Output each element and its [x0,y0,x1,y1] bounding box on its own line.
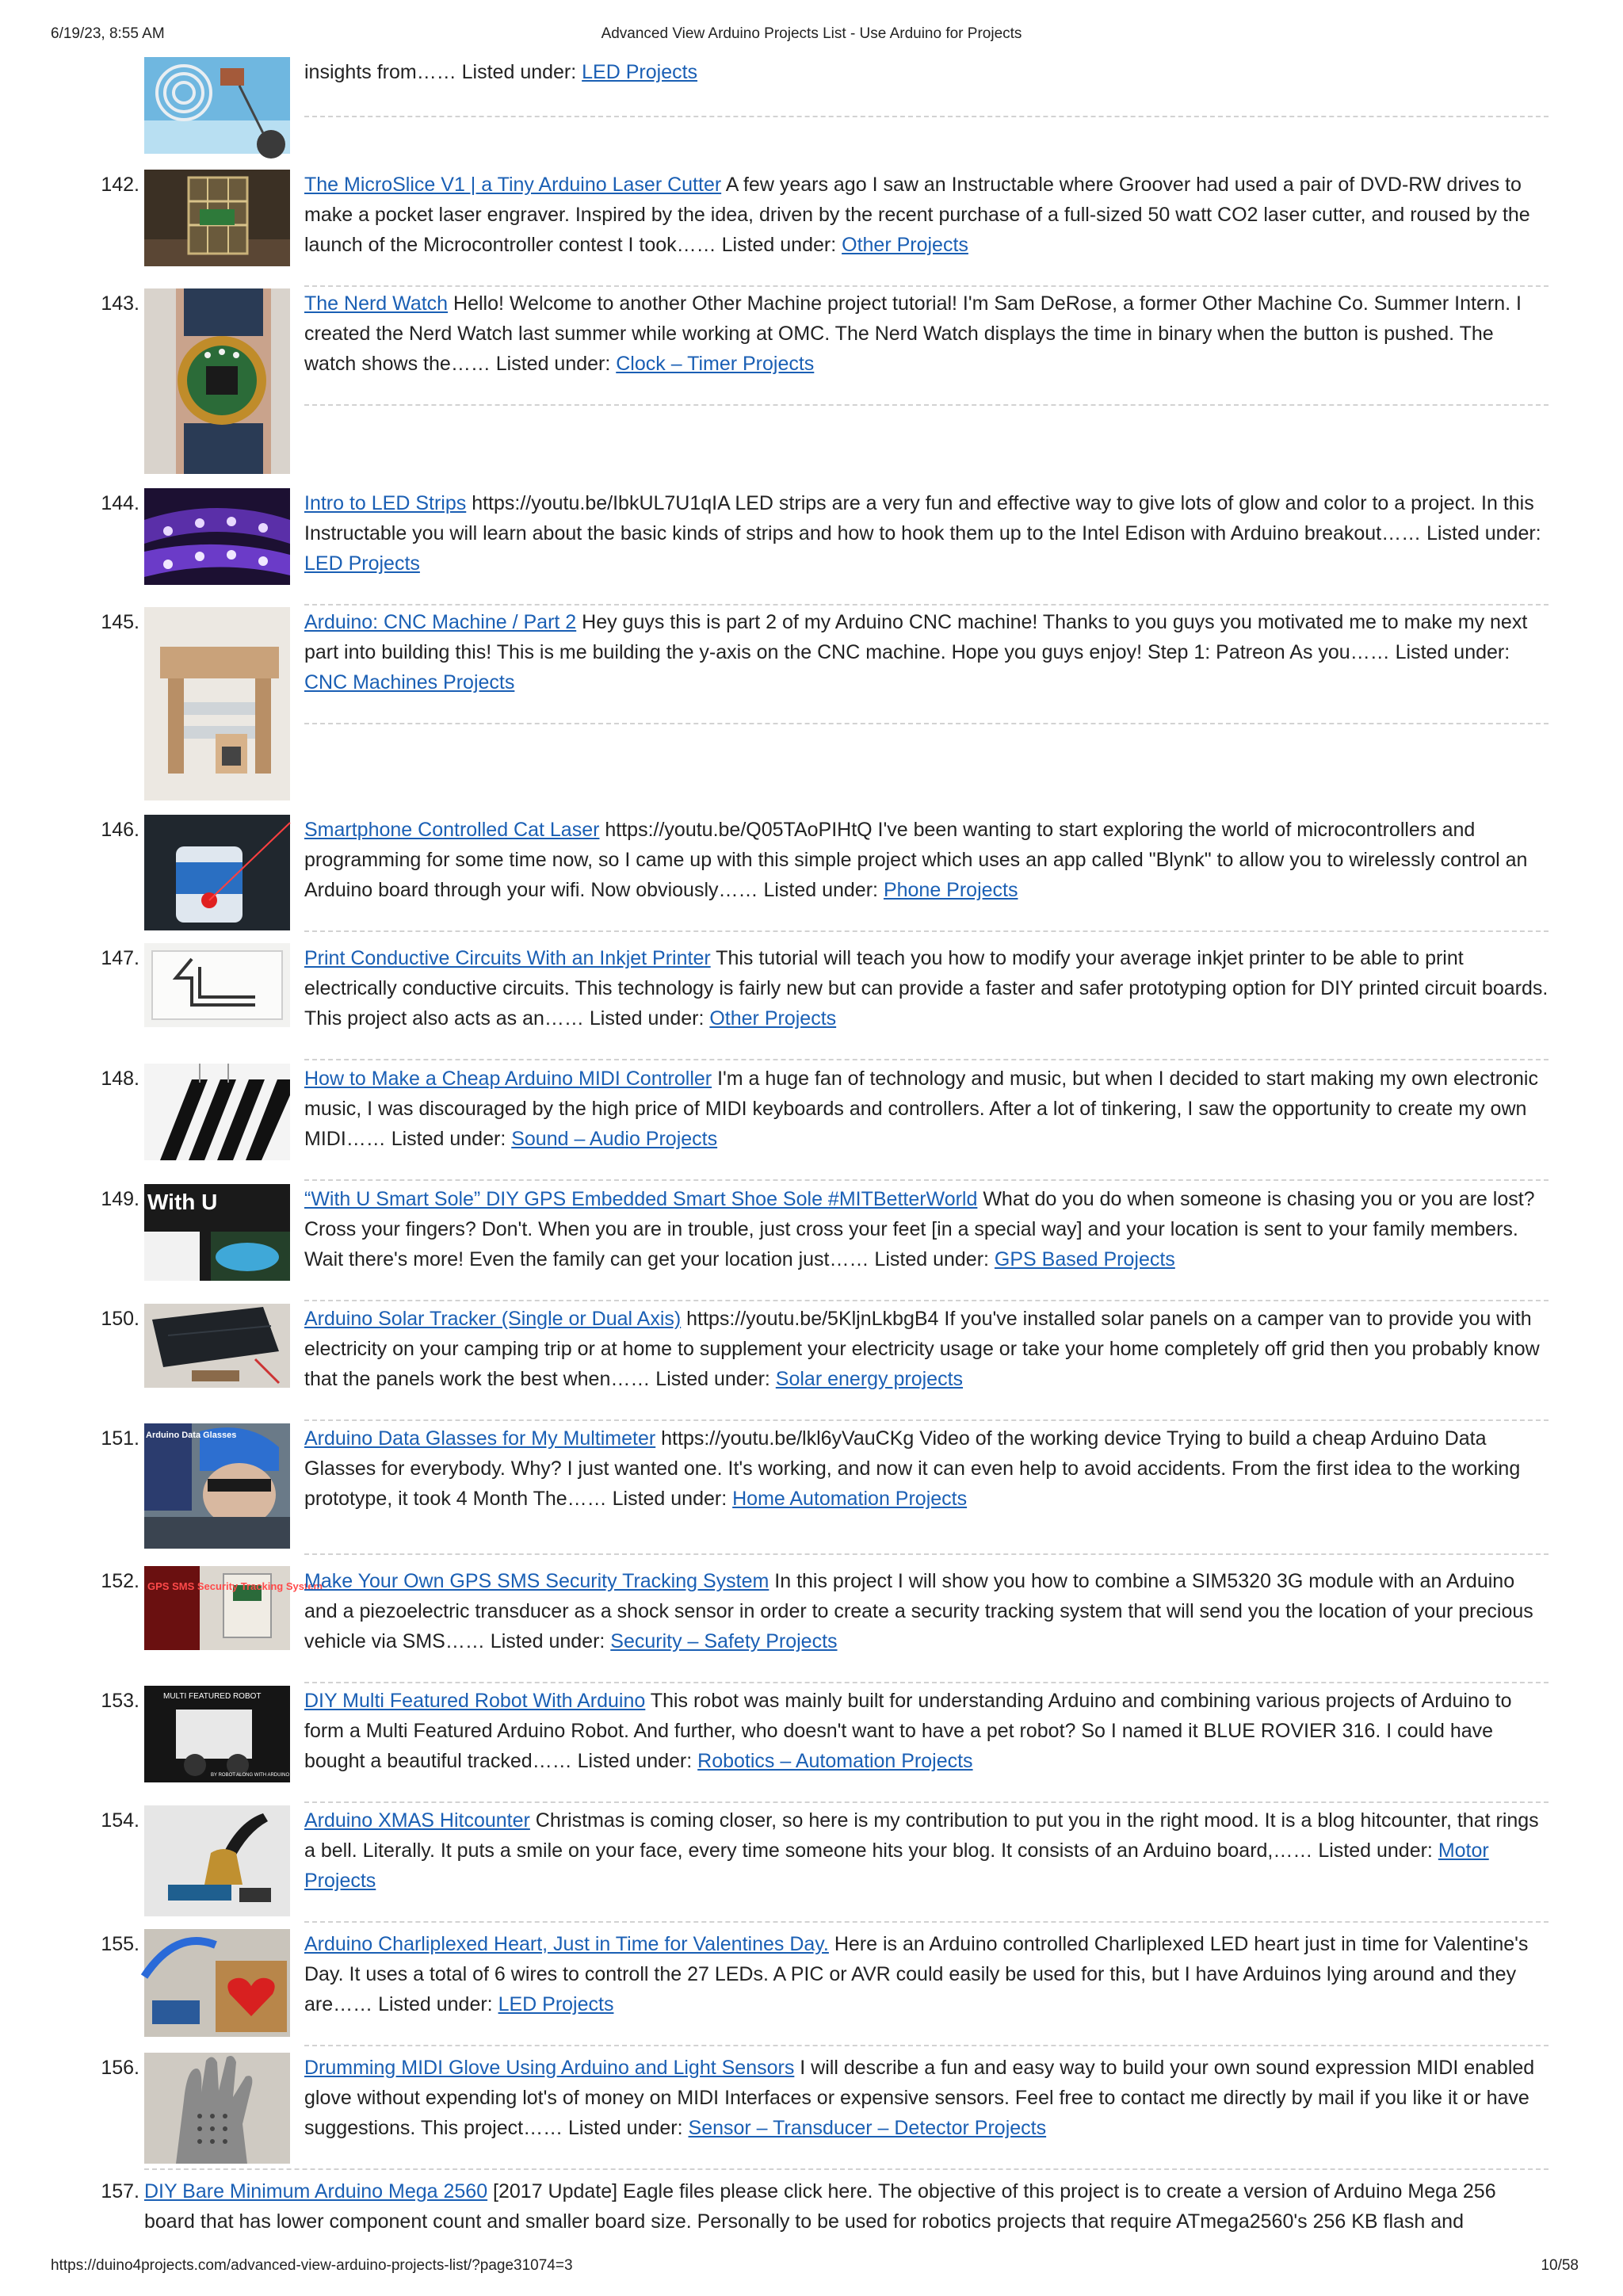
print-url: https://duino4projects.com/advanced-view-arduino-projects-list/?page31074=3 [51,2257,573,2274]
project-text [304,288,1550,379]
divider [304,285,1549,287]
project-description: insights from…… Listed under: [304,61,582,83]
project-description: What do you do when someone is chasing you or you are lost? Cross your fingers? Don't. When you are in trouble, just cross your feet [in a special way] and your location is sent to your family members. Wait there's more! Even the family can get your location just…… Listed under: [304,1188,1535,1270]
project-thumbnail[interactable] [144,1304,290,1388]
project-thumbnail[interactable] [144,170,290,266]
project-title-link[interactable]: Drumming MIDI Glove Using Arduino and Light Sensors [304,2057,795,2079]
project-title-link[interactable]: How to Make a Cheap Arduino MIDI Controller [304,1068,712,1090]
project-thumbnail[interactable] [144,1686,324,1782]
project-thumbnail[interactable] [144,943,290,1027]
project-text [304,57,1550,87]
project-text [304,488,1550,579]
project-text [304,607,1550,697]
project-title-link[interactable]: Intro to LED Strips [304,492,467,514]
project-description: https://youtu.be/5KljnLkbgB4 If you've installed solar panels on a camper van to provide you with electricity on your camping trip or at home to supplement your electricity usage or take your home completely off grid then you probably know that the panels work the best when…… Listed under: [304,1308,1540,1390]
project-thumbnail[interactable] [144,1064,290,1160]
item-number: 148. [101,1068,139,1090]
item-number: 145. [101,611,139,633]
divider [304,1419,1549,1421]
project-text [304,815,1550,905]
project-description: I'm a huge fan of technology and music, but when I decided to start making my own electronic music, I was discouraged by the high price of MIDI keyboards and controllers. After a lot of tinkering, I saw the opportunity to create my own MIDI…… Listed under: [304,1068,1538,1150]
project-text [304,1184,1550,1274]
project-thumbnail[interactable] [144,488,290,585]
category-link[interactable]: Other Projects [842,234,968,256]
item-number: 143. [101,292,139,315]
category-link[interactable]: LED Projects [582,61,698,83]
item-number: 142. [101,174,139,196]
category-link[interactable]: GPS Based Projects [994,1248,1175,1270]
category-link[interactable]: Other Projects [709,1007,837,1030]
project-text [304,1805,1550,1896]
divider [144,2168,1549,2170]
divider [304,604,1549,606]
project-description: Christmas is coming closer, so here is my contribution to put you in the right mood. It is a blog hitcounter, that rings a bell. Literally. It puts a smile on your face, every time someone hits your blog. It consists of an Arduino board,…… Listed under: [304,1809,1539,1862]
project-thumbnail[interactable] [144,1184,290,1281]
item-number: 156. [101,2057,139,2079]
item-number: 153. [101,1690,139,1712]
divider [304,404,1549,406]
project-thumbnail[interactable] [144,1929,290,2037]
project-title-link[interactable]: The MicroSlice V1 | a Tiny Arduino Laser Cutter [304,174,722,196]
project-thumbnail[interactable] [144,1805,290,1916]
project-title-link[interactable]: “With U Smart Sole” DIY GPS Embedded Smart Shoe Sole #MITBetterWorld [304,1188,978,1210]
divider [304,723,1549,724]
item-number: 154. [101,1809,139,1832]
project-title-link[interactable]: The Nerd Watch [304,292,449,315]
project-description: Hey guys this is part 2 of my Arduino CNC machine! Thanks to you guys you motivated me to make my next part into building this! This is me building the y-axis on the CNC machine. Hope you guys enjoy! Step 1: Patreon As you…… Listed under: [304,611,1528,663]
divider [304,1300,1549,1301]
divider [304,1682,1549,1683]
project-text [304,1686,1550,1776]
item-number: 157. [101,2180,139,2202]
project-description: In this project I will show you how to combine a SIM5320 3G module with an Arduino and a piezoelectric transducer as a shock sensor in order to create a security tracking system that will send you the location of your precious vehicle via SMS…… Listed under: [304,1570,1533,1652]
project-description: https://youtu.be/IbkUL7U1qIA LED strips are a very fun and effective way to give lots of glow and color to a project. In this Instructable you will learn about the basic kinds of strips and how to hook them up to the Intel Edison with Arduino breakout…… Listed under: [304,492,1541,544]
project-description: Hello! Welcome to another Other Machine project tutorial! I'm Sam DeRose, a former Other Machine Co. Summer Intern. I created the Nerd Watch last summer while working at OMC. The Nerd Watch displays the time in binary when the button is pushed. The watch shows the…… Listed under: [304,292,1522,375]
project-text [304,1423,1550,1514]
divider [304,1801,1549,1803]
project-description: A few years ago I saw an Instructable where Groover had used a pair of DVD-RW drives to make a pocket laser engraver. Inspired by the idea, driven by the recent purchase of a full-sized 50 watt CO2 laser cutter, and roused by the launch of the Microcontroller contest I took…… Listed under: [304,174,1530,256]
item-number: 152. [101,1570,139,1592]
project-description: I will describe a fun and easy way to build your own sound expression MIDI enabled glove without expending lot's of money on MIDI Interfaces or expensive sensors. Feel free to contact me directly by mail if you like it or have suggestions. This project…… Listed under: [304,2057,1535,2139]
divider [304,1179,1549,1181]
project-thumbnail[interactable] [144,815,290,930]
item-number: 144. [101,492,139,514]
category-link[interactable]: Sound – Audio Projects [511,1128,718,1150]
project-title-link[interactable]: DIY Multi Featured Robot With Arduino [304,1690,646,1712]
project-text [304,2053,1550,2143]
item-number: 151. [101,1427,139,1450]
category-link[interactable]: CNC Machines Projects [304,671,515,693]
category-link[interactable]: LED Projects [304,552,420,575]
category-link[interactable]: Robotics – Automation Projects [697,1750,973,1772]
project-text [304,1064,1550,1154]
thumbnail-overlay-text: Arduino Data Glasses [146,1431,237,1440]
divider [304,2045,1549,2046]
category-link[interactable]: Home Automation Projects [732,1488,968,1510]
category-link[interactable]: LED Projects [498,1993,614,2015]
project-title-link[interactable]: DIY Bare Minimum Arduino Mega 2560 [144,2180,488,2202]
project-title-link[interactable]: Arduino Charliplexed Heart, Just in Time for Valentines Day. [304,1933,829,1955]
project-title-link[interactable]: Smartphone Controlled Cat Laser [304,819,600,841]
project-description: Here is an Arduino controlled Charliplexed LED heart just in time for Valentine's Day. It uses a total of 6 wires to controll the 27 LEDs. A PIC or AVR could easily be used for this, but I have Arduinos lying around and they are…… Listed under: [304,1933,1529,2015]
project-description: [2017 Update] Eagle files please click here. The objective of this project is to create a version of Arduino Mega 256 board that has lower component count and smaller board size. Personally to be used for robotics projects that require ATmega2560's 256 KB flash and [144,2180,1496,2233]
project-thumbnail[interactable] [144,57,290,154]
category-link[interactable]: Sensor – Transducer – Detector Projects [688,2117,1047,2139]
project-title-link[interactable]: Arduino Solar Tracker (Single or Dual Axis) [304,1308,682,1330]
divider [304,1921,1549,1923]
divider [304,116,1549,117]
project-text [144,2176,1547,2237]
project-title-link[interactable]: Print Conductive Circuits With an Inkjet Printer [304,947,711,969]
project-text [304,943,1550,1033]
thumbnail-overlay-text: BY ROBOT ALONG WITH ARDUINO AND ANDROID [211,1773,324,1778]
project-title-link[interactable]: Make Your Own GPS SMS Security Tracking System [304,1570,769,1592]
project-text [304,1304,1550,1394]
item-number: 150. [101,1308,139,1330]
project-title-link[interactable]: Arduino XMAS Hitcounter [304,1809,530,1832]
project-description: https://youtu.be/lkl6yVauCKg Video of the working device Trying to build a cheap Arduino Data Glasses for everybody. Why? I just wanted one. It's working, and now it can even help to avoid accidents. From the first idea to the working prototype, it took 4 Month The…… Listed under: [304,1427,1521,1510]
project-title-link[interactable]: Arduino Data Glasses for My Multimeter [304,1427,656,1450]
category-link[interactable]: Clock – Timer Projects [616,353,815,375]
category-link[interactable]: Solar energy projects [775,1368,964,1390]
project-title-link[interactable]: Arduino: CNC Machine / Part 2 [304,611,577,633]
project-thumbnail[interactable] [144,288,290,474]
project-text [304,1566,1550,1656]
project-description: This tutorial will teach you how to modify your average inkjet printer to be able to print electrically conductive circuits. This technology is fairly new but can provide a faster and safer prototyping option for DIY printed circuit boards. This project also acts as an…… Listed under: [304,947,1549,1030]
print-datetime: 6/19/23, 8:55 AM [51,25,165,42]
thumbnail-overlay-text: MULTI FEATURED ROBOT [163,1692,262,1701]
project-thumbnail[interactable] [144,1423,290,1549]
divider [304,1059,1549,1060]
project-thumbnail[interactable] [144,2053,290,2164]
category-link[interactable]: Phone Projects [883,879,1018,901]
divider [304,930,1549,932]
project-text [304,1929,1550,2019]
project-text [304,170,1550,260]
item-number: 147. [101,947,139,969]
category-link[interactable]: Motor Projects [304,1839,1489,1892]
thumbnail-overlay-text: With U [147,1190,218,1214]
item-number: 149. [101,1188,139,1210]
item-number: 146. [101,819,139,841]
project-thumbnail[interactable] [144,1566,323,1650]
print-page-title: Advanced View Arduino Projects List - Use Arduino for Projects [601,25,1022,42]
print-page-number: 10/58 [1541,2257,1579,2274]
project-thumbnail[interactable] [144,607,290,800]
divider [304,1553,1549,1555]
project-description: https://youtu.be/Q05TAoPIHtQ I've been wanting to start exploring the world of microcontrollers and programming for some time now, so I came up with this simple project which uses an app called "Blynk" to allow you to wirelessly control an Arduino board through your wifi. Now obviously…… Listed under: [304,819,1528,901]
category-link[interactable]: Security – Safety Projects [610,1630,838,1652]
thumbnail-overlay-text: GPS SMS Security Tracking System [147,1580,323,1592]
item-number: 155. [101,1933,139,1955]
project-description: This robot was mainly built for understanding Arduino and combining various projects of Arduino to form a Multi Featured Arduino Robot. And further, who doesn't want to have a pet robot? So I named it BLUE ROVIER 316. I could have bought a beautiful tracked…… Listed under: [304,1690,1512,1772]
